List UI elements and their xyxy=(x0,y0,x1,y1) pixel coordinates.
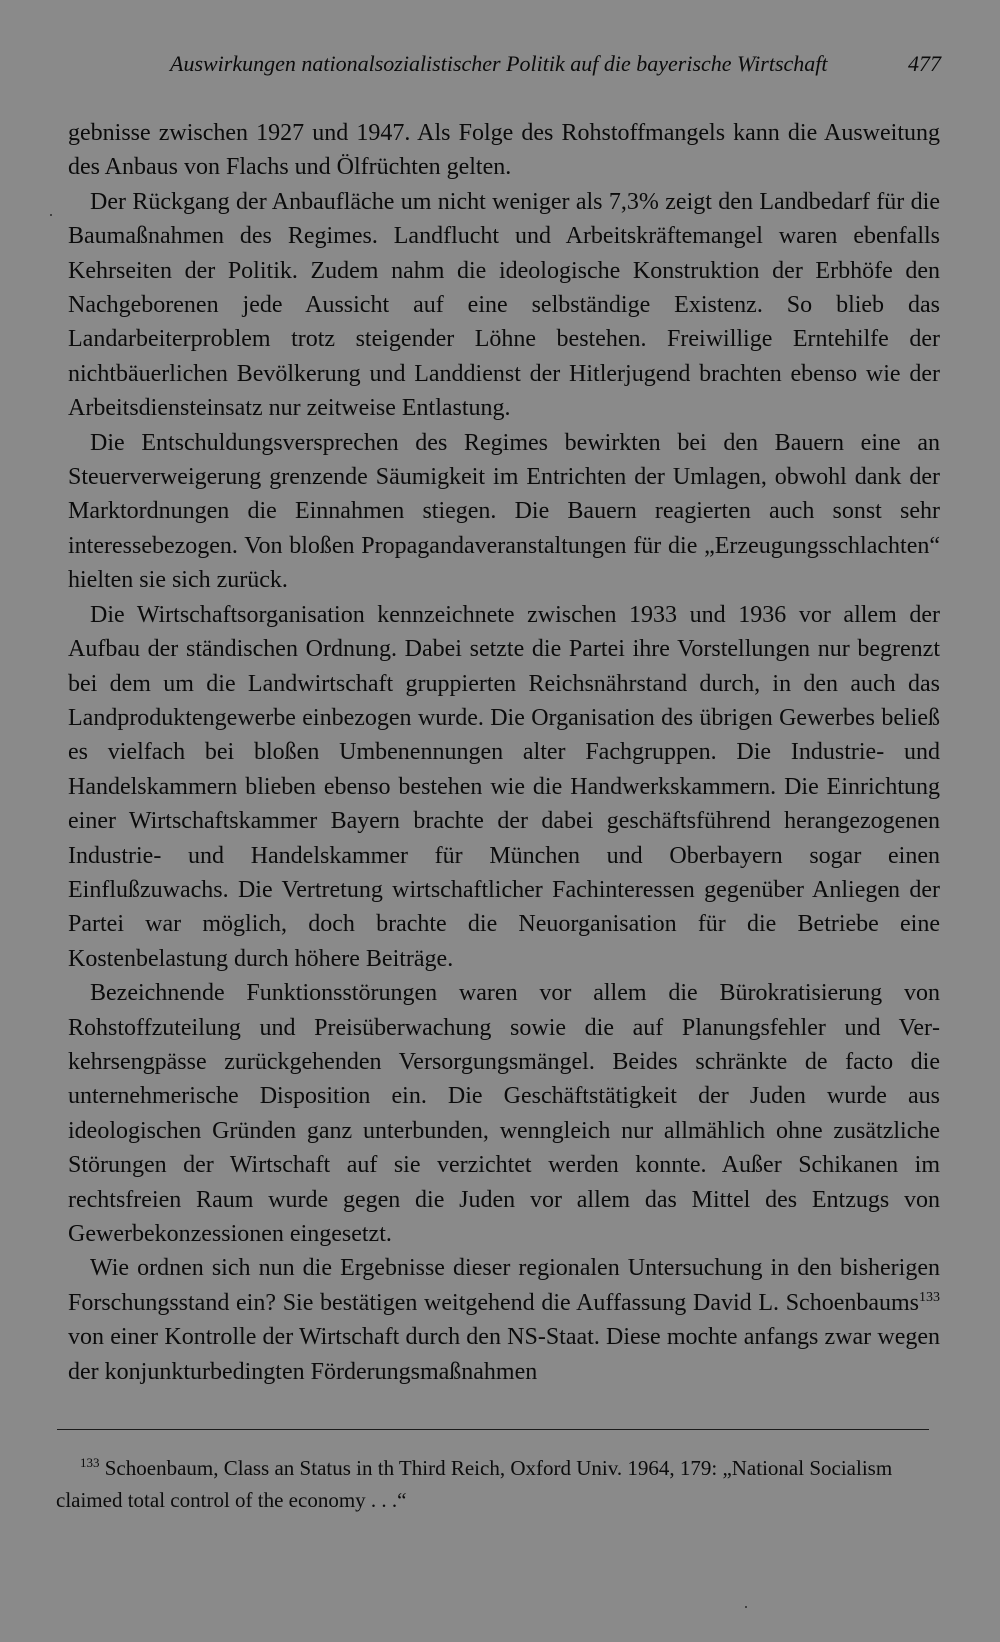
paragraph-economic-organisation: Die Wirtschaftsorganisation kennzeichnete zwischen 1933 und 1936 vor allem der Aufbau der ständischen Ordnung. Dabei setzte die Partei ihre Vorstellungen nur begrenzt bei dem um die Landwirtschaft gruppierten Reichsnährstand durch, in den auch das Landproduktengewerbe einbezogen wurde. Die Organisation des übrigen Gewerbes beließ es vielfach bei bloßen Umbenennungen alter Fachgruppen. Die Industrie- und Handelskammern blieben ebenso bestehen wie die Handwerkskammern. Die Einrichtung einer Wirtschaftskammer Bayern brachte der dabei geschäftsführend herangezogenen Industrie- und Handelskammer für München und Oberbayern sogar einen Einflußzuwachs. Die Vertretung wirtschaftlicher Fachinteressen gegenüber Anliegen der Partei war möglich, doch brachte die Neuorganisation für die Betriebe eine Kostenbelastung durch höhere Beiträge. xyxy=(68,601,940,972)
page-number: 477 xyxy=(908,51,941,76)
body-text xyxy=(68,116,940,1389)
paragraph-debt-relief: Die Entschuldungsversprechen des Regimes bewirkten bei den Bauern eine an Steuerverweigerung grenzende Säumigkeit im Entrichten der Umlagen, obwohl dank der Marktordnungen die Einnahmen stiegen. Die Bauern reagierten auch sonst sehr interessebezogen. Von bloßen Propagandaveranstaltungen für die „Erzeugungsschlachten“ hielten sie sich zurück. xyxy=(68,429,940,594)
footnote-separator xyxy=(57,1429,929,1430)
paragraph-research-text-end: von einer Kontrolle der Wirtschaft durch den NS-Staat. Diese mochte anfangs zwar wegen der konjunkturbedingten Förderungsmaßnahmen xyxy=(68,1324,940,1385)
footnote xyxy=(56,1452,936,1516)
paragraph-functional-disruptions: Bezeichnende Funktionsstörungen waren vor allem die Bürokratisierung von Rohstoffzuteilung und Preisüberwachung sowie die auf Planungsfehler und Verkehrsengpässe zurückgehenden Versorgungsmängel. Beides schränkte de facto die unternehmerische Disposition ein. Die Geschäftstätigkeit der Juden wurde aus ideologischen Gründen ganz unterbunden, wenngleich nur allmählich ohne zusätzliche Störungen der Wirtschaft auf sie verzichtet werden konnte. Außer Schikanen im rechtsfreien Raum wurde gegen die Juden vor allem das Mittel des Entzugs von Gewerbekonzessionen eingesetzt. xyxy=(68,980,940,1247)
footnote-number: 133 xyxy=(80,1455,100,1470)
running-head-title: Auswirkungen nationalsozialistischer Politik auf die bayerische Wirtschaft xyxy=(170,51,828,76)
scan-speck xyxy=(745,1606,747,1608)
paragraph-research-context xyxy=(68,1251,940,1389)
paragraph-research-text-start: Wie ordnen sich nun die Ergebnisse dieser regionalen Untersuchung in den bisherigen Forschungsstand ein? Sie bestätigen weitgehend die Auffassung David L. Schoenbaums xyxy=(68,1255,940,1316)
footnote-reference[interactable]: 133 xyxy=(919,1289,940,1305)
footnote-text: Schoenbaum, Class an Status in th Third Reich, Oxford Univ. 1964, 179: „National Socialism claimed total control of the economy . . .“ xyxy=(56,1456,893,1512)
paragraph-continuation: gebnisse zwischen 1927 und 1947. Als Folge des Rohstoffmangels kann die Ausweitung des Anbaus von Flachs und Ölfrüchten gelten. xyxy=(68,120,940,181)
paragraph-land-use: Der Rückgang der Anbaufläche um nicht weniger als 7,3% zeigt den Landbedarf für die Baumaßnahmen des Regimes. Landflucht und Arbeitskräftemangel waren ebenfalls Kehrseiten der Politik. Zudem nahm die ideologische Konstruktion der Erbhöfe den Nachgeborenen jede Aussicht auf eine selbständige Existenz. So blieb das Landarbeiterproblem trotz steigender Löhne bestehen. Freiwillige Erntehilfe der nichtbäuerlichen Bevölkerung und Landdienst der Hitlerjugend brachten ebenso wie der Arbeitsdiensteinsatz nur zeitweise Entlastung. xyxy=(68,188,940,422)
scan-speck xyxy=(50,214,52,216)
